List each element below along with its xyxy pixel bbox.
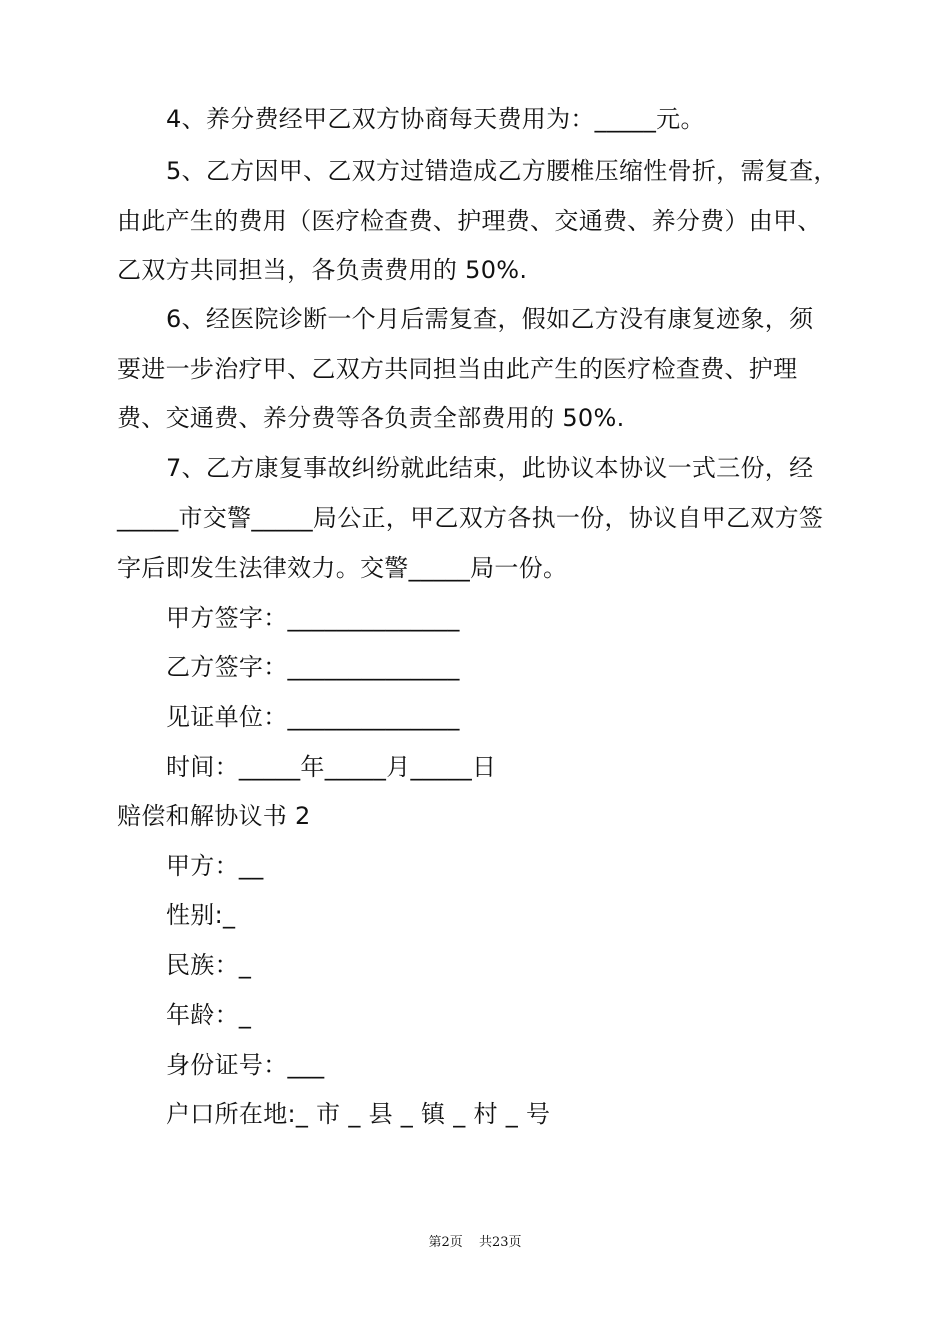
household-address-field: 户口所在地:_ 市 _ 县 _ 镇 _ 村 _ 号: [166, 1100, 551, 1128]
clause-6-line-1: 6、经医院诊断一个月后需复查，假如乙方没有康复迹象，须: [166, 305, 814, 333]
witness-unit-line: 见证单位：______________: [166, 703, 460, 731]
age-field: 年龄：_: [166, 1001, 252, 1029]
page-total: 共23页: [478, 1235, 522, 1250]
party-b-signature-line: 乙方签字：______________: [166, 653, 460, 681]
clause-7-line-1: 7、乙方康复事故纠纷就此结束，此协议本协议一式三份，经: [166, 454, 814, 482]
agreement-2-title: 赔偿和解协议书 2: [117, 802, 311, 830]
ethnicity-field: 民族：_: [166, 951, 252, 979]
page-number: 第2页: [428, 1235, 463, 1250]
clause-6-line-3: 费、交通费、养分费等各负责全部费用的 50%.: [117, 404, 625, 432]
id-number-field: 身份证号：___: [166, 1051, 325, 1079]
gender-field: 性别:_: [166, 901, 236, 929]
party-a-field: 甲方：__: [166, 852, 264, 880]
party-a-signature-line: 甲方签字：______________: [166, 604, 460, 632]
clause-6-line-2: 要进一步治疗甲、乙双方共同担当由此产生的医疗检查费、护理: [117, 355, 798, 383]
page-footer: [0, 1235, 950, 1251]
clause-5-line-2: 由此产生的费用（医疗检查费、护理费、交通费、养分费）由甲、: [117, 207, 822, 235]
clause-4-line: 4、养分费经甲乙双方协商每天费用为：_____元。: [166, 105, 705, 133]
clause-7-line-3: 字后即发生法律效力。交警_____局一份。: [117, 554, 568, 582]
clause-5-line-3: 乙双方共同担当，各负责费用的 50%.: [117, 256, 528, 284]
clause-7-line-2: _____市交警_____局公正，甲乙双方各执一份，协议自甲乙双方签: [117, 504, 824, 532]
date-line: 时间：_____年_____月_____日: [166, 753, 497, 781]
clause-5-line-1: 5、乙方因甲、乙双方过错造成乙方腰椎压缩性骨折，需复查，: [166, 157, 838, 185]
